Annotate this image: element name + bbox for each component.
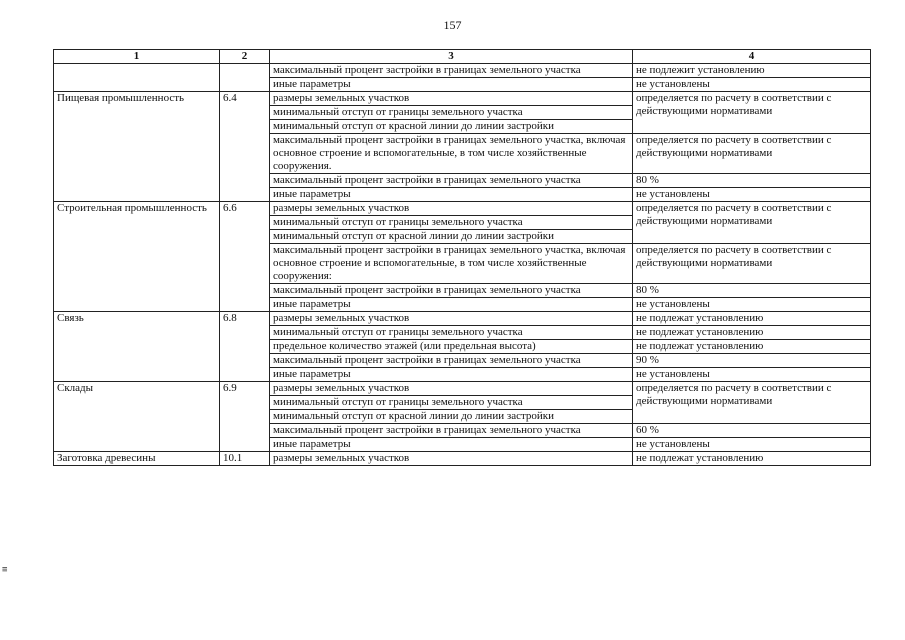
header-col-1: 1 bbox=[54, 50, 220, 64]
land-use-name: Склады bbox=[54, 382, 220, 452]
parameter-cell: минимальный отступ от границы земельного участка bbox=[270, 106, 633, 120]
parameter-cell: предельное количество этажей (или предельная высота) bbox=[270, 340, 633, 354]
land-use-name: Строительная промышленность bbox=[54, 202, 220, 312]
parameter-cell: максимальный процент застройки в границах земельного участка bbox=[270, 354, 633, 368]
parameter-cell: иные параметры bbox=[270, 188, 633, 202]
parameter-cell: максимальный процент застройки в границах земельного участка bbox=[270, 284, 633, 298]
value-cell: 90 % bbox=[633, 354, 871, 368]
value-cell: определяется по расчету в соответствии с действующими нормативами bbox=[633, 92, 871, 134]
value-cell: не установлены bbox=[633, 78, 871, 92]
value-cell: определяется по расчету в соответствии с действующими нормативами bbox=[633, 382, 871, 424]
value-cell: не подлежат установлению bbox=[633, 452, 871, 466]
parameter-cell: иные параметры bbox=[270, 438, 633, 452]
regulations-table bbox=[53, 49, 871, 466]
value-cell: не подлежат установлению bbox=[633, 340, 871, 354]
value-cell: определяется по расчету в соответствии с действующими нормативами bbox=[633, 244, 871, 284]
header-col-4: 4 bbox=[633, 50, 871, 64]
parameter-cell: минимальный отступ от красной линии до линии застройки bbox=[270, 230, 633, 244]
table-row bbox=[54, 452, 871, 466]
value-cell: определяется по расчету в соответствии с действующими нормативами bbox=[633, 134, 871, 174]
value-cell: определяется по расчету в соответствии с действующими нормативами bbox=[633, 202, 871, 244]
land-use-code: 10.1 bbox=[220, 452, 270, 466]
land-use-code: 6.9 bbox=[220, 382, 270, 452]
land-use-name: Заготовка древесины bbox=[54, 452, 220, 466]
parameter-cell: размеры земельных участков bbox=[270, 312, 633, 326]
value-cell: 80 % bbox=[633, 174, 871, 188]
value-cell: 60 % bbox=[633, 424, 871, 438]
parameter-cell: размеры земельных участков bbox=[270, 382, 633, 396]
value-cell: не установлены bbox=[633, 188, 871, 202]
land-use-name: Связь bbox=[54, 312, 220, 382]
value-cell: не установлены bbox=[633, 298, 871, 312]
parameter-cell: максимальный процент застройки в границах земельного участка, включая основное строение и вспомогательные, в том числе хозяйственные сооружения. bbox=[270, 134, 633, 174]
table-row bbox=[54, 382, 871, 396]
parameter-cell: минимальный отступ от границы земельного участка bbox=[270, 216, 633, 230]
value-cell: не подлежат установлению bbox=[633, 326, 871, 340]
table-row bbox=[54, 92, 871, 106]
table-row bbox=[54, 64, 871, 78]
value-cell: не установлены bbox=[633, 368, 871, 382]
parameter-cell: минимальный отступ от красной линии до линии застройки bbox=[270, 410, 633, 424]
land-use-code: 6.6 bbox=[220, 202, 270, 312]
parameter-cell: иные параметры bbox=[270, 368, 633, 382]
continued-use-cell bbox=[54, 64, 220, 92]
value-cell: 80 % bbox=[633, 284, 871, 298]
continued-code-cell bbox=[220, 64, 270, 92]
parameter-cell: иные параметры bbox=[270, 78, 633, 92]
parameter-cell: минимальный отступ от красной линии до линии застройки bbox=[270, 120, 633, 134]
value-cell: не подлежит установлению bbox=[633, 64, 871, 78]
parameter-cell: размеры земельных участков bbox=[270, 452, 633, 466]
parameter-cell: максимальный процент застройки в границах земельного участка bbox=[270, 424, 633, 438]
land-use-code: 6.4 bbox=[220, 92, 270, 202]
parameter-cell: максимальный процент застройки в границах земельного участка bbox=[270, 174, 633, 188]
parameter-cell: размеры земельных участков bbox=[270, 92, 633, 106]
parameter-cell: максимальный процент застройки в границах земельного участка, включая основное строение и вспомогательные, в том числе хозяйственные сооружения: bbox=[270, 244, 633, 284]
parameter-cell: иные параметры bbox=[270, 298, 633, 312]
table-row bbox=[54, 202, 871, 216]
parameter-cell: размеры земельных участков bbox=[270, 202, 633, 216]
margin-mark: ≡ bbox=[2, 565, 8, 575]
table-row bbox=[54, 312, 871, 326]
land-use-code: 6.8 bbox=[220, 312, 270, 382]
page-number: 157 bbox=[443, 18, 462, 32]
header-row bbox=[54, 50, 871, 64]
value-cell: не установлены bbox=[633, 438, 871, 452]
parameter-cell: минимальный отступ от границы земельного участка bbox=[270, 326, 633, 340]
value-cell: не подлежат установлению bbox=[633, 312, 871, 326]
header-col-2: 2 bbox=[220, 50, 270, 64]
parameter-cell: максимальный процент застройки в границах земельного участка bbox=[270, 64, 633, 78]
parameter-cell: минимальный отступ от границы земельного участка bbox=[270, 396, 633, 410]
land-use-name: Пищевая промышленность bbox=[54, 92, 220, 202]
header-col-3: 3 bbox=[270, 50, 633, 64]
